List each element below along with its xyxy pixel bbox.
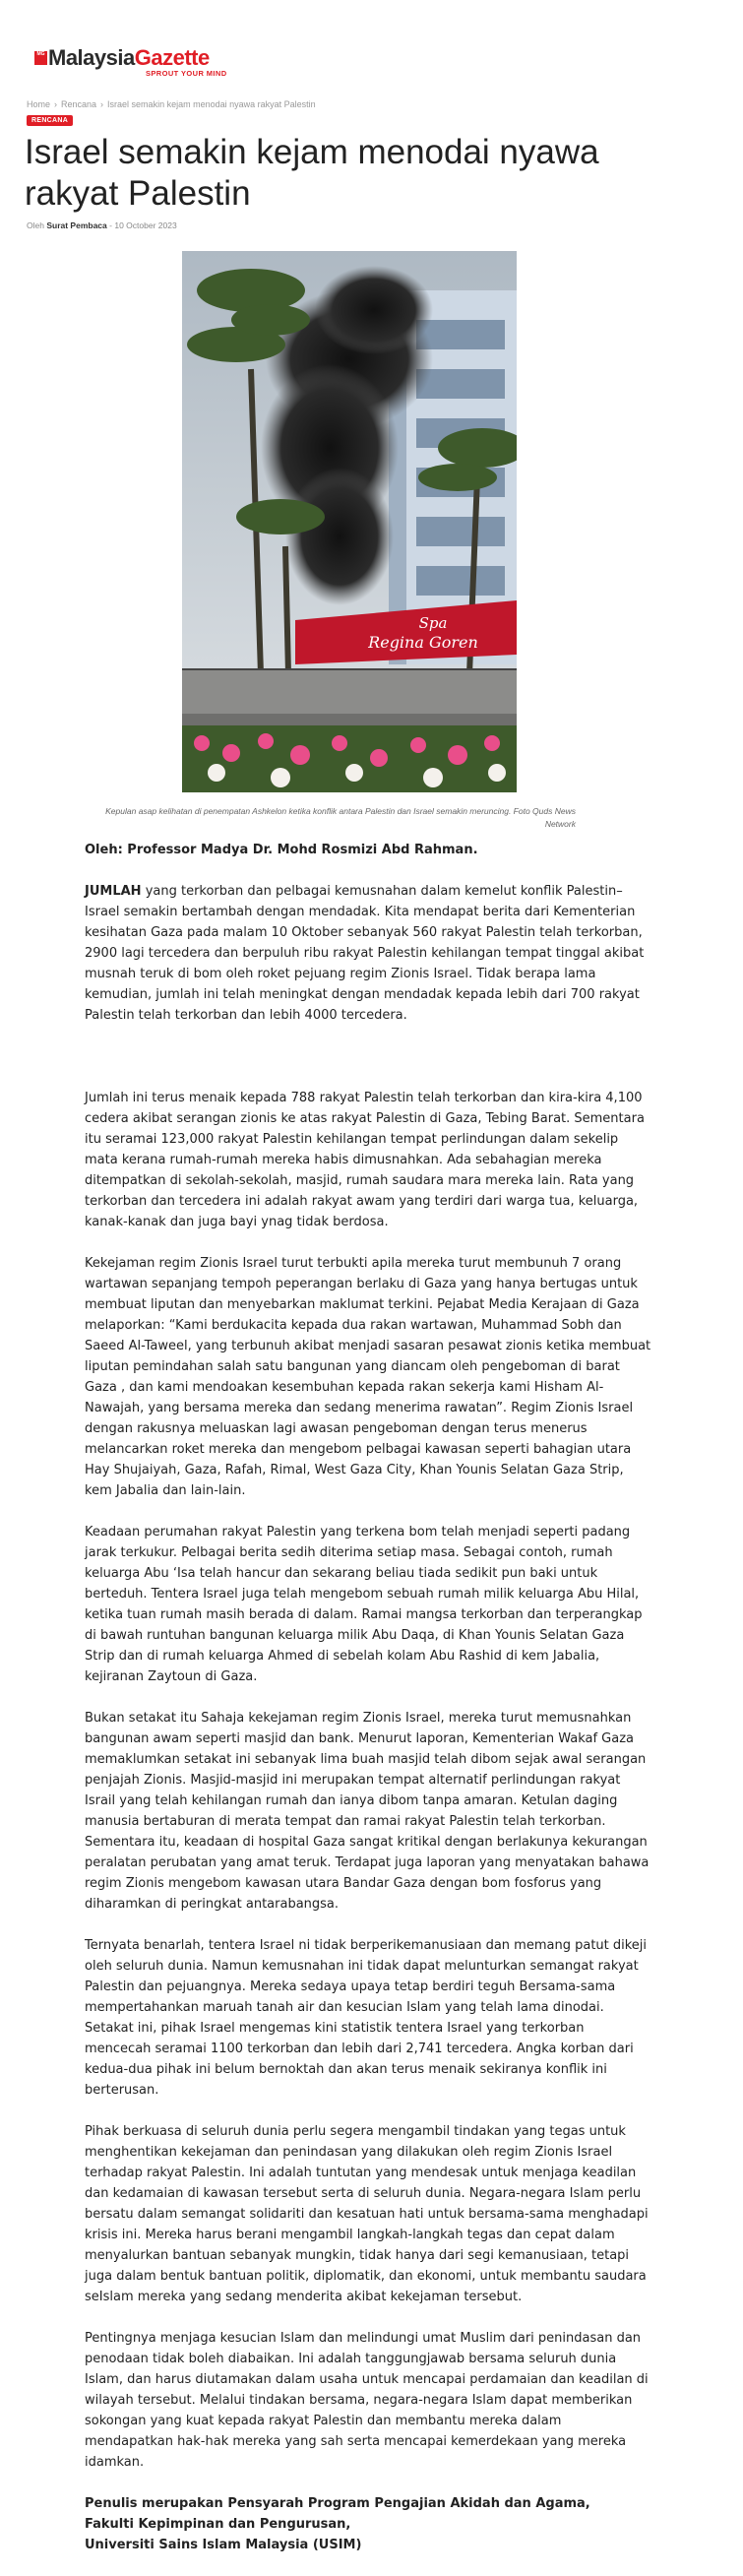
meta-by: Oleh: [27, 220, 44, 230]
article-body: [85, 840, 653, 2576]
meta-author[interactable]: Surat Pembaca: [46, 220, 107, 230]
author-note-line1: Penulis merupakan Pensyarah Program Pengajian Akidah dan Agama,: [85, 2496, 590, 2511]
lead-word: JUMLAH: [85, 884, 142, 899]
paragraph-gap: [85, 1046, 653, 1088]
post-meta: [27, 220, 177, 230]
breadcrumb-separator: ›: [100, 99, 104, 109]
page-title: Israel semakin kejam menodai nyawa rakyat Palestin: [25, 133, 599, 213]
sign-text-2: Regina Goren: [368, 633, 478, 652]
breadcrumb: [27, 99, 316, 109]
sign-text-1: Spa: [418, 614, 448, 632]
breadcrumb-separator: ›: [54, 99, 58, 109]
author-note: [85, 2493, 653, 2555]
author-note-line3: Universiti Sains Islam Malaysia (USIM): [85, 2538, 362, 2552]
meta-date: 10 October 2023: [114, 220, 177, 230]
lead-text: yang terkorban dan pelbagai kemusnahan dalam kemelut konflik Palestin–Israel semakin bertambah dengan mendadak. Kita mendapat berita dari Kementerian kesihatan Gaza pada malam 10 Oktober sebanyak 560 rakyat Palestin telah terkorban, 2900 lagi tercedera dan berpuluh ribu rakyat Palestin kehilangan tempat tinggal akibat musnah teruk di bom oleh roket pejuang regim Zionis Israel. Tidak berapa lama kemudian, jumlah ini telah meningkat dengan mendadak kepada lebih dari 700 rakyat Palestin telah terkorban dan lebih 4000 tercedera.: [85, 884, 645, 1023]
paragraph: Pentingnya menjaga kesucian Islam dan melindungi umat Muslim dari penindasan dan penodaan tidak boleh diabaikan. Ini adalah tanggungjawab bersama seluruh dunia Islam, dan harus diutamakan dalam usaha untuk mencapai perdamaian dan keadilan di wilayah tersebut. Melalui tindakan bersama, negara-negara Islam dapat memberikan sokongan yang kuat kepada rakyat Palestin dan membantu mereka dalam mendapatkan hak-hak mereka yang sah serta mencapai kemerdekaan yang mereka idamkan.: [85, 2331, 649, 2470]
featured-image: [182, 251, 517, 792]
article-byline: Oleh: Professor Madya Dr. Mohd Rosmizi Abd Rahman.: [85, 843, 478, 857]
logo-wordmark: MalaysiaGazette: [48, 45, 210, 70]
paragraph-lead: [85, 881, 653, 1026]
paragraph: Keadaan perumahan rakyat Palestin yang terkena bom telah menjadi seperti padang jarak terkukur. Pelbagai berita sedih diterima setiap masa. Sebagai contoh, rumah keluarga Abu ‘Isa telah hancur dan sekarang beliau tiada sedikit pun baki untuk berteduh. Tentera Israel juga telah mengebom sebuah rumah milik keluarga Abu Hilal, ketika tuan rumah masih berada di dalam. Ramai mangsa terkorban dan terperangkap di bawah runtuhan bangunan keluarga milik Abu Daqa, di Khan Younis Selatan Gaza Strip dan di rumah keluarga Ahmed di sebelah kolam Abu Rashid di kem Jabalia, kejiranan Zaytoun di Gaza.: [85, 1525, 643, 1684]
author-note-line2: Fakulti Kepimpinan dan Pengurusan,: [85, 2517, 351, 2532]
paragraph: Pihak berkuasa di seluruh dunia perlu segera mengambil tindakan yang tegas untuk menghentikan kekejaman dan penindasan yang dilakukan oleh regim Zionis Israel terhadap rakyat Palestin. Ini adalah tuntutan yang mendesak untuk menjaga keadilan dan kedamaian di kawasan tersebut serta di seluruh dunia. Negara-negara Islam perlu bersatu dalam semangat solidariti dan kesatuan hati untuk bersama-sama menghadapi krisis ini. Mereka harus berani mengambil langkah-langkah tegas dan cepat dalam menyalurkan bantuan sebanyak mungkin, tidak hanya dari segi kemanusiaan, tetapi juga dalam bentuk bantuan politik, diplomatik, dan ekonomi, untuk membantu saudara seIslam mereka yang sedang menderita akibat kekejaman tersebut.: [85, 2124, 649, 2304]
logo-mark-icon: MG: [34, 51, 47, 65]
paragraph: Jumlah ini terus menaik kepada 788 rakyat Palestin telah terkorban dan kira-kira 4,100 cedera akibat serangan zionis ke atas rakyat Palestin di Gaza, Tebing Barat. Sementara itu seramai 123,000 rakyat Palestin kehilangan tempat perlindungan dalam sekelip mata kerana rumah-rumah mereka habis dimusnahkan. Ada sebahagian mereka ditempatkan di sekolah-sekolah, masjid, rumah saudara mara mereka lain. Rata yang terkorban dan tercedera ini adalah rakyat awam yang terdiri dari warga tua, keluarga, kanak-kanak dan juga bayi ynag tidak berdosa.: [85, 1091, 645, 1229]
meta-separator: -: [109, 220, 115, 230]
image-caption: Kepulan asap kelihatan di penempatan Ashkelon ketika konflik antara Palestin dan Israel semakin meruncing. Foto Quds News Network: [105, 806, 576, 829]
breadcrumb-current: Israel semakin kejam menodai nyawa rakyat Palestin: [107, 99, 316, 109]
breadcrumb-category[interactable]: Rencana: [61, 99, 97, 109]
site-logo[interactable]: [34, 45, 227, 78]
breadcrumb-home[interactable]: Home: [27, 99, 51, 109]
paragraph: Kekejaman regim Zionis Israel turut terbukti apila mereka turut membunuh 7 orang wartawan sepanjang tempoh peperangan berlaku di Gaza yang hanya bertugas untuk membuat liputan dan menyebarkan maklumat terkini. Pejabat Media Kerajaan di Gaza melaporkan: “Kami berdukacita kepada dua rakan wartawan, Muhammad Sobh dan Saeed Al-Taweel, yang terbunuh akibat menjadi sasaran pesawat zionis ketika membuat liputan pemindahan salah satu bangunan yang diancam oleh pengeboman di barat Gaza , dan kami mendoakan kesembuhan kepada rakan sekerja kami Hisham Al-Nawajah, yang bersama mereka dan sedang menerima rawatan”. Regim Zionis Israel dengan rakusnya meluaskan lagi awasan pengeboman dengan terus menerus melancarkan roket mereka dan mengebom pelbagai kawasan seperti bahagian utara Hay Shujaiyah, Gaza, Rafah, Rimal, West Gaza City, Khan Younis Selatan Gaza Strip, kem Jabalia dan lain-lain.: [85, 1256, 651, 1498]
paragraph: Ternyata benarlah, tentera Israel ni tidak berperikemanusiaan dan memang patut dikeji oleh seluruh dunia. Namun kemusnahan ini tidak dapat melunturkan semangat rakyat Palestin dan pejuangnya. Mereka sedaya upaya tetap berdiri teguh Bersama-sama mempertahankan maruah tanah air dan kesucian Islam yang telah lama dinodai. Setakat ini, pihak Israel mengemas kini statistik tentera Israel yang terkorban mencecah seramai 1100 terkorban dan lebih dari 2,741 tercedera. Angka korban dari kedua-dua pihak ini belum bernoktah dan akan terus menaik sekiranya konflik ini berterusan.: [85, 1938, 648, 2098]
logo-tagline: SPROUT YOUR MIND: [146, 69, 227, 78]
category-badge[interactable]: RENCANA: [27, 115, 73, 126]
paragraph: Bukan setakat itu Sahaja kekejaman regim Zionis Israel, mereka turut memusnahkan bangunan awam seperti masjid dan bank. Menurut laporan, Kementerian Wakaf Gaza memaklumkan setakat ini sebanyak lima buah masjid telah dibom sejak awal serangan penjajah Zionis. Masjid-masjid ini merupakan tempat alternatif perlindungan rakyat Israil yang telah kehilangan rumah dan ianya dibom tanpa amaran. Ketulan daging manusia bertaburan di merata tempat dan ramai rakyat Palestin telah terkorban. Sementara itu, keadaan di hospital Gaza sangat kritikal dengan berlakunya kekurangan peralatan perubatan yang amat teruk. Terdapat juga laporan yang menyatakan bahawa regim Zionis mengebom kawasan utara Bandar Gaza dengan bom fosforus yang diharamkan di peringkat antarabangsa.: [85, 1711, 650, 1912]
